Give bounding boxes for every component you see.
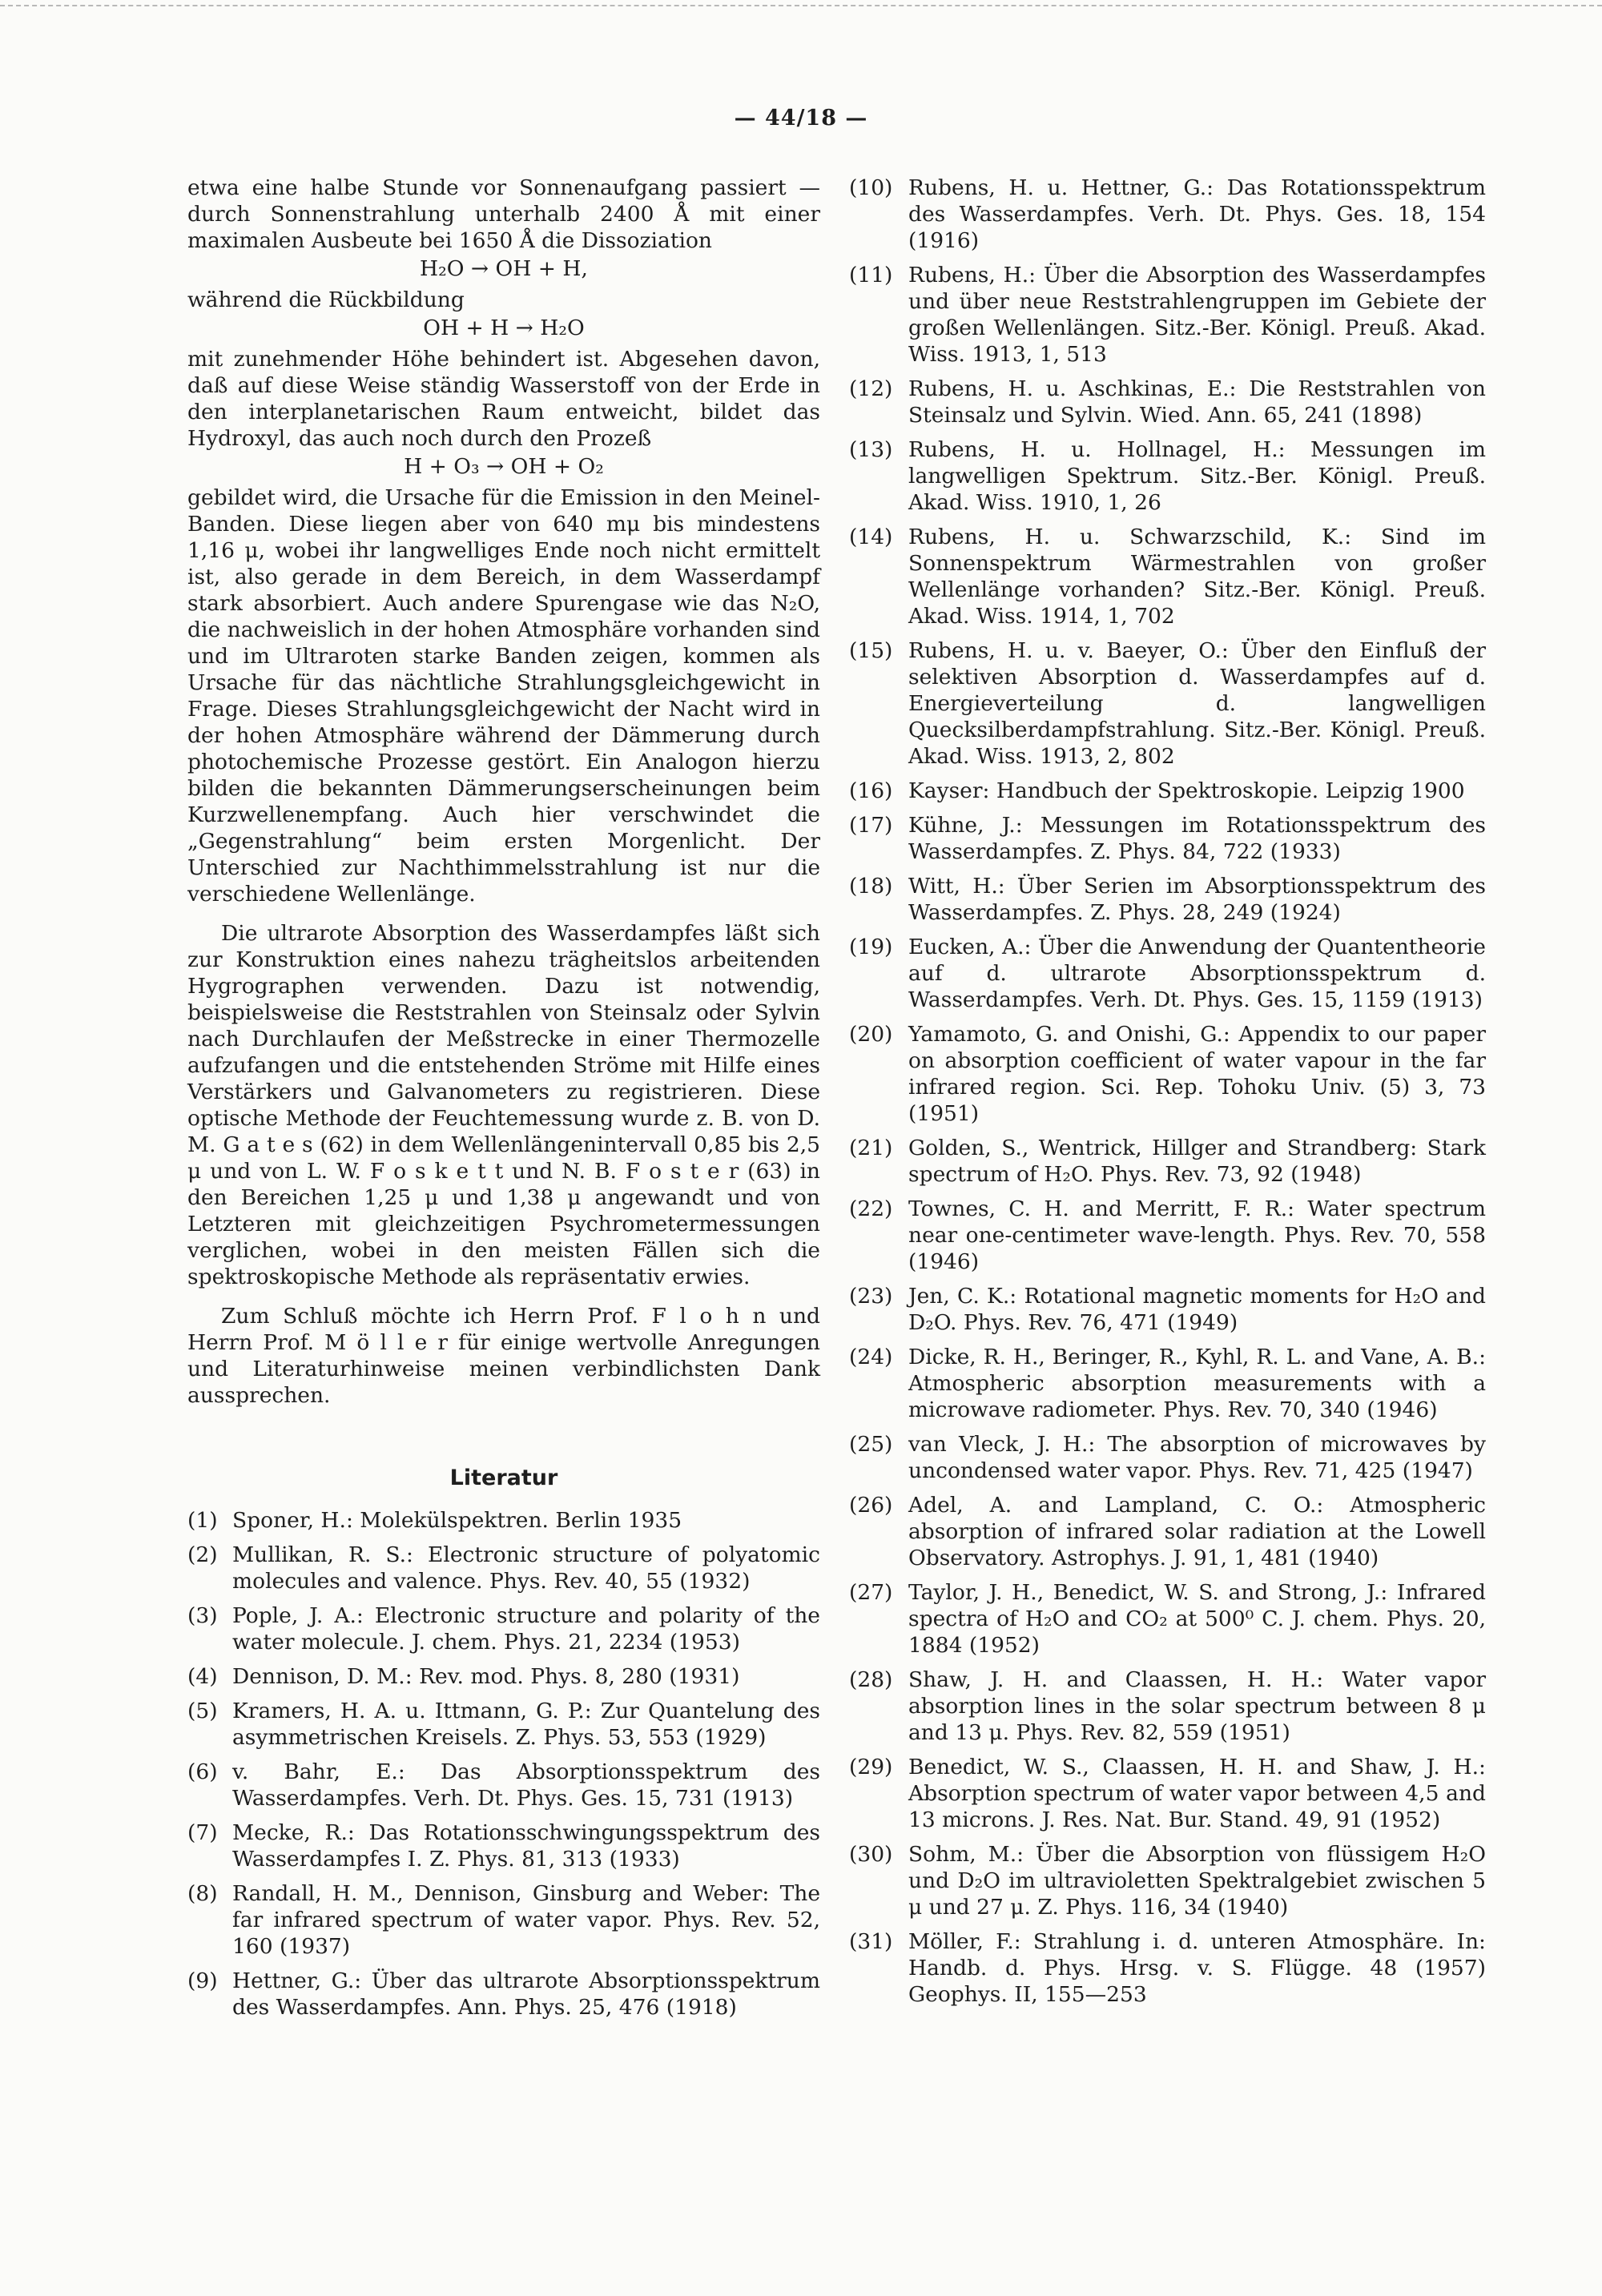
reference-text: Golden, S., Wentrick, Hillger and Strandberg: Stark spectrum of H₂O. Phys. Rev. 73, 92 (1948) [908,1136,1486,1187]
reference-text: Mecke, R.: Das Rotationsschwingungsspektrum des Wasserdampfes I. Z. Phys. 81, 313 (1933) [232,1820,820,1872]
body-paragraph: mit zunehmender Höhe behindert ist. Abgesehen davon, daß auf diese Weise ständig Wasserstoff von der Erde in den interplanetarischen Raum entweicht, bildet das Hydroxyl, das auch noch durch den Prozeß [187,347,820,451]
reference-text: Hettner, G.: Über das ultrarote Absorptionsspektrum des Wasserdampfes. Ann. Phys. 25, 476 (1918) [232,1968,820,2020]
reference-text: Mullikan, R. S.: Electronic structure of polyatomic molecules and valence. Phys. Rev. 40, 55 (1932) [232,1542,820,1594]
reference-item [849,1667,1486,1746]
reference-text: Benedict, W. S., Claassen, H. H. and Shaw, J. H.: Absorption spectrum of water vapor between 4,5 and 13 microns. J. Res. Nat. Bur. Stand. 49, 91 (1952) [908,1755,1486,1832]
reference-item [849,1283,1486,1336]
reference-text: Rubens, H. u. Schwarzschild, K.: Sind im Sonnenspektrum Wärmestrahlen von großer Wellenlänge vorhanden? Sitz.-Ber. Königl. Preuß. Akad. Wiss. 1914, 1, 702 [908,525,1486,629]
reference-text: Shaw, J. H. and Claassen, H. H.: Water vapor absorption lines in the solar spectrum between 8 μ and 13 μ. Phys. Rev. 82, 559 (1951) [908,1667,1486,1745]
reference-number: (6) [187,1759,218,1784]
reference-item [849,812,1486,865]
reference-number: (10) [849,175,893,200]
reference-number: (17) [849,813,893,838]
reference-number: (3) [187,1603,218,1628]
reference-item [849,637,1486,770]
reference-number: (9) [187,1968,218,1993]
reference-number: (11) [849,263,893,288]
reference-number: (14) [849,525,893,549]
reference-text: Townes, C. H. and Merritt, F. R.: Water spectrum near one-centimeter wave-length. Phys. Rev. 70, 558 (1946) [908,1196,1486,1274]
reference-number: (24) [849,1345,893,1369]
reference-number: (20) [849,1022,893,1047]
equation-ozone: H + O₃ → OH + O₂ [404,454,604,479]
reference-item [187,1542,820,1594]
reference-number: (18) [849,874,893,899]
reference-text: Dennison, D. M.: Rev. mod. Phys. 8, 280 (1931) [232,1664,740,1689]
reference-text: Adel, A. and Lampland, C. O.: Atmospheric absorption of infrared solar radiation at the Lowell Observatory. Astrophys. J. 91, 1, 481 (1940) [908,1493,1486,1570]
reference-number: (5) [187,1699,218,1723]
reference-item [849,1579,1486,1659]
page-number: — 44/18 — [734,106,868,131]
reference-text: van Vleck, J. H.: The absorption of microwaves by uncondensed water vapor. Phys. Rev. 71, 425 (1947) [908,1432,1486,1483]
reference-item [849,262,1486,368]
reference-text: v. Bahr, E.: Das Absorptionsspektrum des Wasserdampfes. Verh. Dt. Phys. Ges. 15, 731 (1913) [232,1759,820,1811]
reference-number: (1) [187,1508,218,1533]
reference-item [849,1841,1486,1920]
reference-text: Rubens, H.: Über die Absorption des Wasserdampfes und über neue Reststrahlengruppen im Gebiete der großen Wellenlängen. Sitz.-Ber. Königl. Preuß. Akad. Wiss. 1913, 1, 513 [908,263,1486,367]
reference-text: Rubens, H. u. Hollnagel, H.: Messungen im langwelligen Spektrum. Sitz.-Ber. Königl. Preuß. Akad. Wiss. 1910, 1, 26 [908,437,1486,515]
reference-text: Pople, J. A.: Electronic structure and polarity of the water molecule. J. chem. Phys. 21, 2234 (1953) [232,1603,820,1655]
acknowledgement-paragraph: Zum Schluß möchte ich Herrn Prof. F l o h n und Herrn Prof. M ö l l e r für einige wertvolle Anregungen und Literaturhinweise meinen verbindlichsten Dank aussprechen. [187,1304,820,1408]
reference-item [849,376,1486,428]
reference-item [187,1663,820,1690]
body-paragraph: etwa eine halbe Stunde vor Sonnenaufgang passiert — durch Sonnenstrahlung unterhalb 2400 Å mit einer maximalen Ausbeute bei 1650 Å die Dissoziation [187,175,820,253]
reference-text: Sohm, M.: Über die Absorption von flüssigem H₂O und D₂O im ultravioletten Spektralgebiet zwischen 5 μ und 27 μ. Z. Phys. 116, 34 (1940) [908,1842,1486,1920]
reference-item [849,873,1486,926]
reference-text: Eucken, A.: Über die Anwendung der Quantentheorie auf d. ultrarote Absorptionsspektrum d. Wasserdampfes. Verh. Dt. Phys. Ges. 15, 1159 (1913) [908,935,1486,1012]
reference-item [849,1928,1486,2008]
reference-number: (31) [849,1929,893,1954]
equation-dissociation: H₂O → OH + H, [420,256,588,281]
reference-item [187,1602,820,1655]
reference-number: (4) [187,1664,218,1689]
equation-recombination: OH + H → H₂O [423,316,585,340]
reference-number: (15) [849,638,893,663]
reference-item [849,1196,1486,1275]
body-paragraph: Die ultrarote Absorption des Wasserdampfes läßt sich zur Konstruktion eines nahezu trägheitslos arbeitenden Hygrographen verwenden. Dazu ist notwendig, beispielsweise die Reststrahlen von Steinsalz oder Sylvin nach Durchlaufen der Meßstrecke in einer Thermozelle aufzufangen und die entstehenden Ströme mit Hilfe eines Verstärkers und Galvanometers zu registrieren. Diese optische Methode der Feuchtemessung wurde z. B. von D. M. G a t e s (62) in dem Wellenlängenintervall 0,85 bis 2,5 μ und von L. W. F o s k e t t und N. B. F o s t e r (63) in den Bereichen 1,25 μ und 1,38 μ angewandt und von Letzteren mit gleichzeitigen Psychrometermessungen verglichen, wobei in den meisten Fällen sich die spektroskopische Methode als repräsentativ erwies. [187,921,820,1289]
reference-number: (26) [849,1493,893,1518]
reference-item [849,524,1486,629]
literature-heading: Literatur [449,1466,558,1490]
reference-item [849,1021,1486,1127]
reference-item [187,1698,820,1751]
reference-item [849,934,1486,1013]
reference-text: Jen, C. K.: Rotational magnetic moments for H₂O and D₂O. Phys. Rev. 76, 471 (1949) [908,1284,1486,1335]
body-paragraph: während die Rückbildung [187,288,465,312]
reference-item [187,1507,820,1534]
reference-list-left [187,1507,820,2021]
reference-text: Rubens, H. u. Hettner, G.: Das Rotationsspektrum des Wasserdampfes. Verh. Dt. Phys. Ges. 18, 154 (1916) [908,175,1486,253]
reference-number: (29) [849,1755,893,1779]
reference-number: (19) [849,935,893,959]
reference-number: (25) [849,1432,893,1457]
reference-text: Randall, H. M., Dennison, Ginsburg and Weber: The far infrared spectrum of water vapor. Phys. Rev. 52, 160 (1937) [232,1881,820,1959]
reference-item [849,1492,1486,1571]
left-column [187,175,820,2029]
reference-text: Yamamoto, G. and Onishi, G.: Appendix to our paper on absorption coefficient of water vapour in the far infrared region. Sci. Rep. Tohoku Univ. (5) 3, 73 (1951) [908,1022,1486,1126]
reference-text: Kühne, J.: Messungen im Rotationsspektrum des Wasserdampfes. Z. Phys. 84, 722 (1933) [908,813,1486,864]
reference-number: (16) [849,778,893,803]
reference-number: (13) [849,437,893,462]
reference-item [187,1968,820,2021]
reference-item [849,1135,1486,1188]
reference-text: Kramers, H. A. u. Ittmann, G. P.: Zur Quantelung des asymmetrischen Kreisels. Z. Phys. 53, 553 (1929) [232,1699,820,1750]
reference-number: (30) [849,1842,893,1867]
reference-number: (23) [849,1284,893,1309]
reference-item [187,1880,820,1960]
reference-item [849,1754,1486,1833]
reference-item [849,778,1486,804]
reference-item [849,175,1486,254]
reference-number: (2) [187,1542,218,1567]
body-paragraph: gebildet wird, die Ursache für die Emission in den Meinel-Banden. Diese liegen aber von 640 mμ bis mindestens 1,16 μ, wobei ihr langwelliges Ende noch nicht ermittelt ist, also gerade in dem Bereich, in dem Wasserdampf stark absorbiert. Auch andere Spurengase wie das N₂O, die nachweislich in der hohen Atmosphäre vorhanden sind und im Ultraroten starke Banden zeigen, kommen als Ursache für das nächtliche Strahlungsgleichgewicht in Frage. Dieses Strahlungsgleichgewicht der Nacht wird in der hohen Atmosphäre während der Dämmerung durch photochemische Prozesse gestört. Ein Analogon hierzu bilden die bekannten Dämmerungserscheinungen beim Kurzwellenempfang. Auch hier verschwindet die „Gegenstrahlung“ beim ersten Morgenlicht. Der Unterschied zur Nachthimmelsstrahlung ist nur die verschiedene Wellenlänge. [187,485,820,907]
reference-number: (22) [849,1196,893,1221]
reference-number: (27) [849,1580,893,1605]
reference-item [849,1344,1486,1423]
reference-number: (12) [849,376,893,401]
reference-number: (7) [187,1820,218,1845]
reference-list-right [849,175,1486,2008]
reference-text: Taylor, J. H., Benedict, W. S. and Strong, J.: Infrared spectra of H₂O and CO₂ at 500⁰ C. J. chem. Phys. 20, 1884 (1952) [908,1580,1486,1658]
reference-text: Kayser: Handbuch der Spektroskopie. Leipzig 1900 [908,778,1465,803]
reference-item [849,1431,1486,1484]
reference-number: (28) [849,1667,893,1692]
reference-item [187,1820,820,1872]
right-column [849,175,1486,2016]
reference-number: (21) [849,1136,893,1160]
reference-text: Rubens, H. u. v. Baeyer, O.: Über den Einfluß der selektiven Absorption d. Wasserdampfes auf d. Energieverteilung d. langwelligen Quecksilberdampfstrahlung. Sitz.-Ber. Königl. Preuß. Akad. Wiss. 1913, 2, 802 [908,638,1486,769]
reference-text: Sponer, H.: Molekülspektren. Berlin 1935 [232,1508,682,1533]
reference-text: Witt, H.: Über Serien im Absorptionsspektrum des Wasserdampfes. Z. Phys. 28, 249 (1924) [908,874,1486,925]
scan-top-edge [0,5,1602,8]
reference-text: Dicke, R. H., Beringer, R., Kyhl, R. L. and Vane, A. B.: Atmospheric absorption measurements with a microwave radiometer. Phys. Rev. 70, 340 (1946) [908,1345,1486,1422]
reference-text: Möller, F.: Strahlung i. d. unteren Atmosphäre. In: Handb. d. Phys. Hrsg. v. S. Flügge. 48 (1957) Geophys. II, 155—253 [908,1929,1486,2007]
reference-item [849,436,1486,516]
reference-number: (8) [187,1881,218,1906]
reference-text: Rubens, H. u. Aschkinas, E.: Die Reststrahlen von Steinsalz und Sylvin. Wied. Ann. 65, 241 (1898) [908,376,1486,428]
reference-item [187,1759,820,1811]
